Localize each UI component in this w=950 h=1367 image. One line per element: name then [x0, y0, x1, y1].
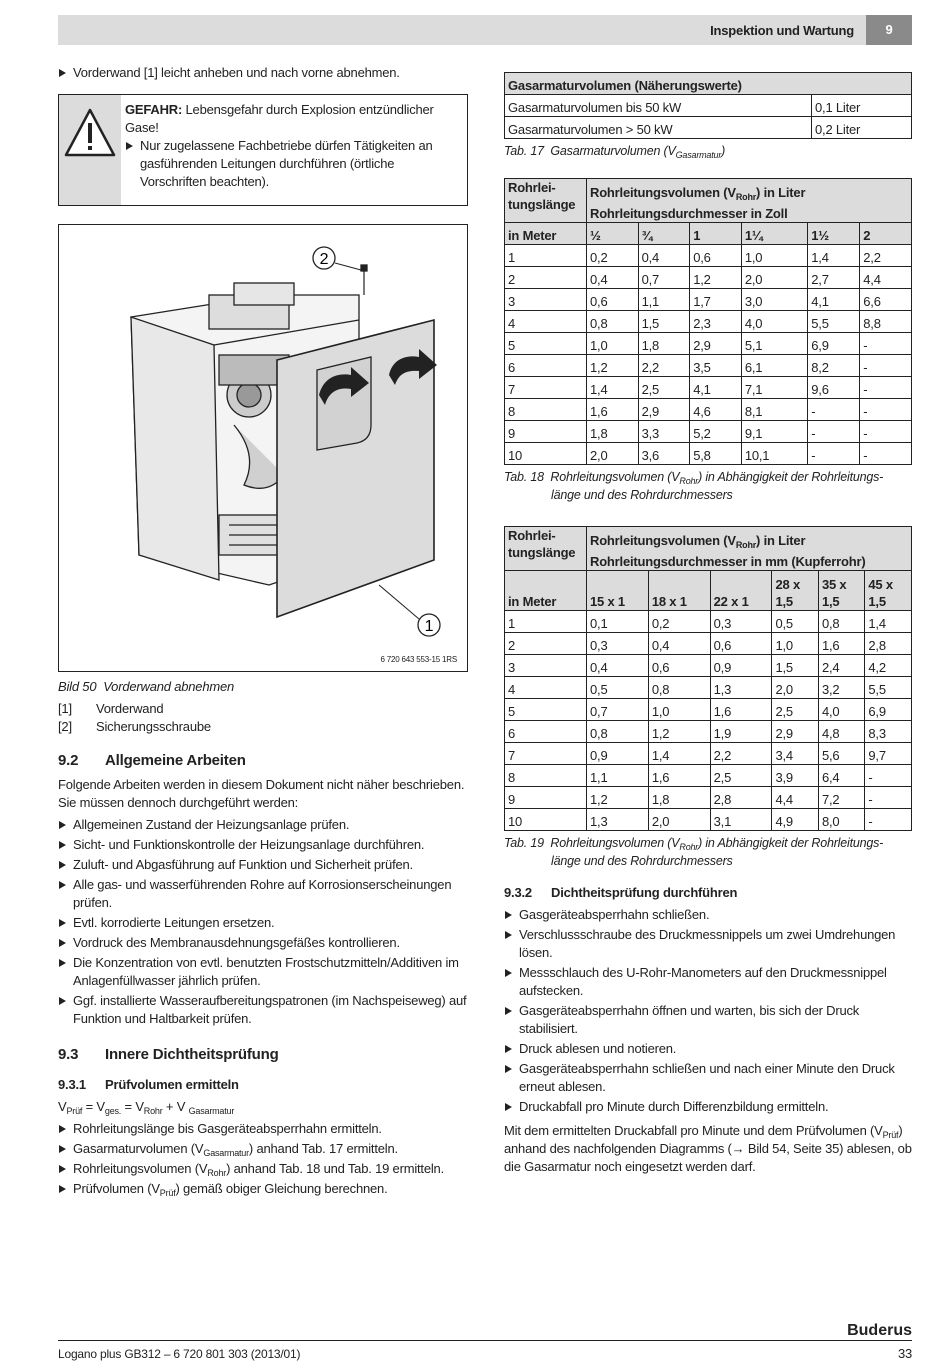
table-cell: 2,7	[808, 267, 860, 289]
table-cell: 0,3	[710, 611, 772, 633]
legend-text: Vorderwand	[96, 701, 164, 716]
table-header: Rohrlei- tungslänge	[505, 179, 587, 223]
table-17-gas-valve-volume	[504, 72, 912, 139]
table-cell: 3,1	[710, 809, 772, 831]
table-cell: 2	[505, 633, 587, 655]
table-cell: -	[808, 443, 860, 465]
table-cell: 8,8	[860, 311, 912, 333]
table-18-caption: Tab. 18 Rohrleitungsvolumen $(V_{Rohr})$ in Abhängigkeit der Rohrleitungs- länge und des Rohrdurchmessers	[504, 470, 884, 502]
table-row	[505, 443, 912, 465]
table-cell: 1,1	[587, 765, 649, 787]
section-9-3-1-heading	[58, 1076, 468, 1094]
table-cell: 6	[505, 355, 587, 377]
table-cell: -	[865, 787, 912, 809]
table-cell: 2,9	[690, 333, 742, 355]
section-9-2-heading	[58, 752, 468, 770]
header-title: Inspektion und Wartung	[710, 23, 854, 38]
table-cell: 1,0	[772, 633, 818, 655]
table-cell: 1,6	[710, 699, 772, 721]
table-header: in Meter	[505, 571, 587, 611]
danger-text	[125, 101, 461, 191]
table-cell: 8,2	[808, 355, 860, 377]
table-cell: 2,0	[741, 267, 807, 289]
table-cell: 3,5	[690, 355, 742, 377]
table-cell: 1,3	[587, 809, 649, 831]
table-cell: 4,0	[741, 311, 807, 333]
table-cell: 2,2	[710, 743, 772, 765]
figure-code: 6 720 643 553-15 1RS	[380, 655, 457, 664]
table-cell: 0,5	[772, 611, 818, 633]
table-cell: 2,4	[818, 655, 864, 677]
table-cell: 3,4	[772, 743, 818, 765]
table-cell: 5,8	[690, 443, 742, 465]
table-row	[505, 655, 912, 677]
table-row	[505, 743, 912, 765]
table-row	[505, 633, 912, 655]
table-cell: 4,4	[772, 787, 818, 809]
table-row	[505, 377, 912, 399]
table-cell: 0,5	[587, 677, 649, 699]
table-header: Rohrleitungsdurchmesser in mm (Kupferrohr)	[587, 549, 912, 571]
list-item: Sicht- und Funktionskontrolle der Heizungsanlage durchführen.	[58, 836, 468, 854]
final-paragraph: Mit dem ermittelten Druckabfall pro Minute und dem Prüfvolumen $(V_{Prüf})$ anhand des nachfolgenden Diagramms (→ Bild 54, Seite 35) ablesen, ob die Gasarmatur noch eingesetzt werden darf.	[504, 1123, 912, 1174]
table-cell: 6	[505, 721, 587, 743]
table-row: Gasarmaturvolumen bis 50 kW 0,1 Liter	[505, 95, 912, 117]
table-cell: 1,8	[648, 787, 710, 809]
section-number: 9.3.1	[58, 1077, 86, 1092]
table-cell: -	[860, 443, 912, 465]
table-cell: 4,6	[690, 399, 742, 421]
table-header: Rohrleitungsdurchmesser in Zoll	[587, 201, 912, 223]
table-cell: 2	[505, 267, 587, 289]
table-cell: 1,3	[710, 677, 772, 699]
table-cell: 0,7	[638, 267, 690, 289]
figure-front-panel	[58, 224, 468, 672]
table-row	[505, 677, 912, 699]
table-column-header: 2	[860, 223, 912, 245]
figure-caption	[58, 678, 468, 696]
section-9-3-1-list	[58, 1120, 468, 1198]
table-cell: 1,0	[648, 699, 710, 721]
table-row	[505, 721, 912, 743]
table-row	[505, 809, 912, 831]
table-cell: 5,2	[690, 421, 742, 443]
table-cell: 1,5	[638, 311, 690, 333]
table-cell: 2,5	[710, 765, 772, 787]
table-row	[505, 355, 912, 377]
figure-caption-num: Bild 50	[58, 679, 97, 694]
table-cell: 2,9	[772, 721, 818, 743]
table-column-header: 22 x 1	[710, 571, 772, 611]
table-cell: 9,7	[865, 743, 912, 765]
table-cell: 4,1	[690, 377, 742, 399]
table-cell: 0,6	[690, 245, 742, 267]
table-cell: 1,0	[587, 333, 639, 355]
table-cell: 6,9	[808, 333, 860, 355]
table-cell: 1,2	[690, 267, 742, 289]
table-column-header: 35 x 1,5	[818, 571, 864, 611]
table-cell: 5,5	[808, 311, 860, 333]
table-cell: -	[808, 399, 860, 421]
table-row	[505, 611, 912, 633]
section-number: 9.3.2	[504, 885, 532, 900]
table-cell: 0,8	[587, 721, 649, 743]
table-cell: 6,9	[865, 699, 912, 721]
table-cell: 0,2	[587, 245, 639, 267]
table-column-header: 15 x 1	[587, 571, 649, 611]
table-column-header: 1	[690, 223, 742, 245]
table-18-pipe-volume-inch	[504, 178, 912, 465]
table-header: Gasarmaturvolumen (Näherungswerte)	[505, 73, 912, 95]
list-item: Vordruck des Membranausdehnungsgefäßes kontrollieren.	[58, 934, 468, 952]
table-cell: -	[860, 355, 912, 377]
section-number: 9.2	[58, 752, 79, 769]
warning-icon	[59, 95, 121, 205]
section-9-3-2-list	[504, 906, 912, 1116]
table-cell: 1,6	[648, 765, 710, 787]
table-cell: 0,4	[648, 633, 710, 655]
table-cell: 0,9	[587, 743, 649, 765]
legend-key: [1]	[58, 701, 72, 716]
table-cell: 1,7	[690, 289, 742, 311]
table-cell: 1,0	[741, 245, 807, 267]
table-column-header: ½	[587, 223, 639, 245]
table-cell: 10	[505, 809, 587, 831]
table-cell: 1	[505, 245, 587, 267]
chapter-number: 9	[866, 15, 912, 45]
table-cell: -	[865, 765, 912, 787]
table-cell: 0,6	[710, 633, 772, 655]
table-column-header: 1½	[808, 223, 860, 245]
table-cell: 7,2	[818, 787, 864, 809]
table-cell: 2,0	[648, 809, 710, 831]
table-cell: 6,4	[818, 765, 864, 787]
table-cell: 2,5	[638, 377, 690, 399]
list-item: Alle gas- und wasserführenden Rohre auf Korrosionserscheinungen prüfen.	[58, 876, 468, 912]
table-cell: 2,8	[710, 787, 772, 809]
table-cell: 1,4	[648, 743, 710, 765]
callout-1: 1	[424, 618, 434, 635]
table-row	[505, 245, 912, 267]
table-cell: 2,0	[772, 677, 818, 699]
table-cell: 8	[505, 399, 587, 421]
table-cell: 3,6	[638, 443, 690, 465]
table-cell: 1,6	[587, 399, 639, 421]
table-header: Rohrlei- tungslänge	[505, 527, 587, 571]
figure-caption-text: Vorderwand abnehmen	[103, 679, 235, 694]
boiler-illustration	[59, 225, 467, 671]
list-item: Die Konzentration von evtl. benutzten Frostschutzmitteln/Additiven im Anlagenfüllwasser jährlich prüfen.	[58, 954, 468, 990]
table-header: Rohrleitungsvolumen $(V_{Rohr})$ in Liter	[587, 527, 912, 549]
table-cell: 0,4	[587, 267, 639, 289]
table-cell: 9,1	[741, 421, 807, 443]
table-cell: 0,7	[587, 699, 649, 721]
legend-item	[58, 700, 468, 718]
table-row	[505, 765, 912, 787]
table-cell: 2,2	[860, 245, 912, 267]
list-item: Gasgeräteabsperrhahn schließen und nach einer Minute den Druck erneut ablesen.	[504, 1060, 912, 1096]
table-cell: 1,4	[865, 611, 912, 633]
table-cell: 2,0	[587, 443, 639, 465]
table-row	[505, 421, 912, 443]
section-title: Innere Dichtheitsprüfung	[105, 1046, 279, 1063]
instruction-remove-front: Vorderwand [1] leicht anheben und nach vorne abnehmen.	[58, 64, 468, 82]
table-19-pipe-volume-mm	[504, 526, 912, 831]
table-cell: 9	[505, 421, 587, 443]
table-column-header: ¾	[638, 223, 690, 245]
table-cell: 3	[505, 655, 587, 677]
section-title: Prüfvolumen ermitteln	[105, 1077, 239, 1092]
table-cell: 0,6	[648, 655, 710, 677]
table-row	[505, 311, 912, 333]
table-cell: 2,8	[865, 633, 912, 655]
table-cell: -	[865, 809, 912, 831]
table-column-header: 45 x 1,5	[865, 571, 912, 611]
section-9-2-list	[58, 816, 468, 1028]
section-title: Allgemeine Arbeiten	[105, 752, 246, 769]
danger-label: GEFAHR:	[125, 102, 183, 117]
danger-bullet: Nur zugelassene Fachbetriebe dürfen Tätigkeiten an gasführenden Leitungen durchführen (örtliche Vorschriften beachten).	[125, 137, 461, 191]
table-cell: 1,2	[648, 721, 710, 743]
section-9-2-intro: Folgende Arbeiten werden in diesem Dokument nicht näher beschrieben. Sie müssen dennoch durchgeführt werden:	[58, 777, 465, 810]
list-item: Ggf. installierte Wasseraufbereitungspatronen (im Nachspeiseweg) auf Funktion und Haltbarkeit prüfen.	[58, 992, 468, 1028]
table-cell: 8,0	[818, 809, 864, 831]
section-number: 9.3	[58, 1046, 79, 1063]
list-item: Gasgeräteabsperrhahn schließen.	[504, 906, 912, 924]
legend-item	[58, 718, 468, 736]
list-item: Evtl. korrodierte Leitungen ersetzen.	[58, 914, 468, 932]
table-cell: 4,9	[772, 809, 818, 831]
section-9-3-heading	[58, 1046, 468, 1064]
table-cell: 0,3	[587, 633, 649, 655]
volume-formula: $V_{Prüf} = V_{ges.} = V_{Rohr} + V$ $_{Gasarmatur}$	[58, 1099, 235, 1116]
table-cell: 3,9	[772, 765, 818, 787]
table-cell: 3,0	[741, 289, 807, 311]
table-cell: 5,1	[741, 333, 807, 355]
table-cell: 1,6	[818, 633, 864, 655]
table-cell: 4,2	[865, 655, 912, 677]
table-cell: 2,2	[638, 355, 690, 377]
table-row	[505, 267, 912, 289]
table-column-header: 28 x 1,5	[772, 571, 818, 611]
table-cell: 5,6	[818, 743, 864, 765]
table-cell: 1,1	[638, 289, 690, 311]
list-item: Messschlauch des U-Rohr-Manometers auf den Druckmessnippel aufstecken.	[504, 964, 912, 1000]
table-cell: 1,2	[587, 787, 649, 809]
table-cell: 4	[505, 677, 587, 699]
page-header	[58, 15, 912, 45]
table-cell: 5	[505, 699, 587, 721]
table-cell: 1,4	[587, 377, 639, 399]
table-row: Gasarmaturvolumen > 50 kW 0,2 Liter	[505, 117, 912, 139]
table-cell: 2,3	[690, 311, 742, 333]
table-cell: 3	[505, 289, 587, 311]
table-cell: 1,9	[710, 721, 772, 743]
buderus-logo: Buderus	[847, 1322, 912, 1339]
table-cell: 7,1	[741, 377, 807, 399]
table-cell: 1,8	[638, 333, 690, 355]
table-header: Rohrleitungsvolumen $(V_{Rohr})$ in Liter	[587, 179, 912, 201]
table-column-header: 18 x 1	[648, 571, 710, 611]
table-cell: 0,9	[710, 655, 772, 677]
table-cell: 9,6	[808, 377, 860, 399]
table-cell: 0,6	[587, 289, 639, 311]
section-9-3-2-heading	[504, 884, 912, 902]
table-cell: -	[860, 421, 912, 443]
list-item: Rohrleitungslänge bis Gasgeräteabsperrhahn ermitteln.	[58, 1120, 468, 1138]
table-cell: 5,5	[865, 677, 912, 699]
table-cell: 4,0	[818, 699, 864, 721]
list-item: Verschlussschraube des Druckmessnippels um zwei Umdrehungen lösen.	[504, 926, 912, 962]
table-cell: 1	[505, 611, 587, 633]
table-cell: 0,1	[587, 611, 649, 633]
list-item: Zuluft- und Abgasführung auf Funktion und Sicherheit prüfen.	[58, 856, 468, 874]
left-column	[58, 64, 468, 1200]
legend-text: Sicherungsschraube	[96, 719, 211, 734]
list-item: Gasarmaturvolumen $(V_{Gasarmatur})$ anhand Tab. 17 ermitteln.	[58, 1140, 468, 1158]
danger-message: Lebensgefahr durch Explosion entzündlicher Gase!	[125, 102, 434, 135]
table-cell: 2,9	[638, 399, 690, 421]
section-title: Dichtheitsprüfung durchführen	[551, 885, 738, 900]
table-cell: 8	[505, 765, 587, 787]
table-cell: 0,2	[648, 611, 710, 633]
table-cell: 1,4	[808, 245, 860, 267]
table-cell: 0,4	[587, 655, 649, 677]
table-cell: 7	[505, 377, 587, 399]
table-cell: 1,8	[587, 421, 639, 443]
list-item: Allgemeinen Zustand der Heizungsanlage prüfen.	[58, 816, 468, 834]
table-cell: 0,8	[648, 677, 710, 699]
list-item: Druck ablesen und notieren.	[504, 1040, 912, 1058]
callout-2: 2	[319, 251, 329, 268]
table-cell: 2,5	[772, 699, 818, 721]
list-item: Prüfvolumen $(V_{Prüf})$ gemäß obiger Gleichung berechnen.	[58, 1180, 468, 1198]
table-cell: 0,8	[818, 611, 864, 633]
table-cell: 4,4	[860, 267, 912, 289]
table-cell: 3,2	[818, 677, 864, 699]
list-item: Druckabfall pro Minute durch Differenzbildung ermitteln.	[504, 1098, 912, 1116]
table-cell: -	[860, 399, 912, 421]
table-cell: 6,6	[860, 289, 912, 311]
table-17-caption: Tab. 17 Gasarmaturvolumen $(V_{Gasarmatur})$	[504, 144, 726, 160]
footer-doc-info: Logano plus GB312 – 6 720 801 303 (2013/01)	[58, 1347, 301, 1361]
page-number: 33	[897, 1346, 912, 1361]
table-cell: 10,1	[741, 443, 807, 465]
table-row	[505, 399, 912, 421]
table-cell: 4,8	[818, 721, 864, 743]
list-item: Rohrleitungsvolumen $(V_{Rohr})$ anhand Tab. 18 und Tab. 19 ermitteln.	[58, 1160, 468, 1178]
table-cell: 10	[505, 443, 587, 465]
table-row	[505, 787, 912, 809]
table-cell: 0,8	[587, 311, 639, 333]
table-19-caption: Tab. 19 Rohrleitungsvolumen $(V_{Rohr})$ in Abhängigkeit der Rohrleitungs- länge und des Rohrdurchmessers	[504, 836, 884, 868]
table-cell: 0,4	[638, 245, 690, 267]
table-cell: 7	[505, 743, 587, 765]
table-cell: 1,5	[772, 655, 818, 677]
table-cell: 4	[505, 311, 587, 333]
table-cell: 5	[505, 333, 587, 355]
table-cell: -	[860, 377, 912, 399]
right-column	[504, 72, 912, 1180]
table-cell: 3,3	[638, 421, 690, 443]
list-item: Gasgeräteabsperrhahn öffnen und warten, bis sich der Druck stabilisiert.	[504, 1002, 912, 1038]
footer-divider	[58, 1340, 912, 1341]
table-cell: 8,1	[741, 399, 807, 421]
table-row	[505, 289, 912, 311]
table-cell: 9	[505, 787, 587, 809]
legend-key: [2]	[58, 719, 72, 734]
table-cell: 6,1	[741, 355, 807, 377]
table-cell: 1,2	[587, 355, 639, 377]
table-cell: 4,1	[808, 289, 860, 311]
table-column-header: 1¼	[741, 223, 807, 245]
table-cell: -	[808, 421, 860, 443]
table-row	[505, 333, 912, 355]
table-cell: 8,3	[865, 721, 912, 743]
table-row	[505, 699, 912, 721]
table-cell: -	[860, 333, 912, 355]
danger-box	[58, 94, 468, 206]
table-header: in Meter	[505, 223, 587, 245]
